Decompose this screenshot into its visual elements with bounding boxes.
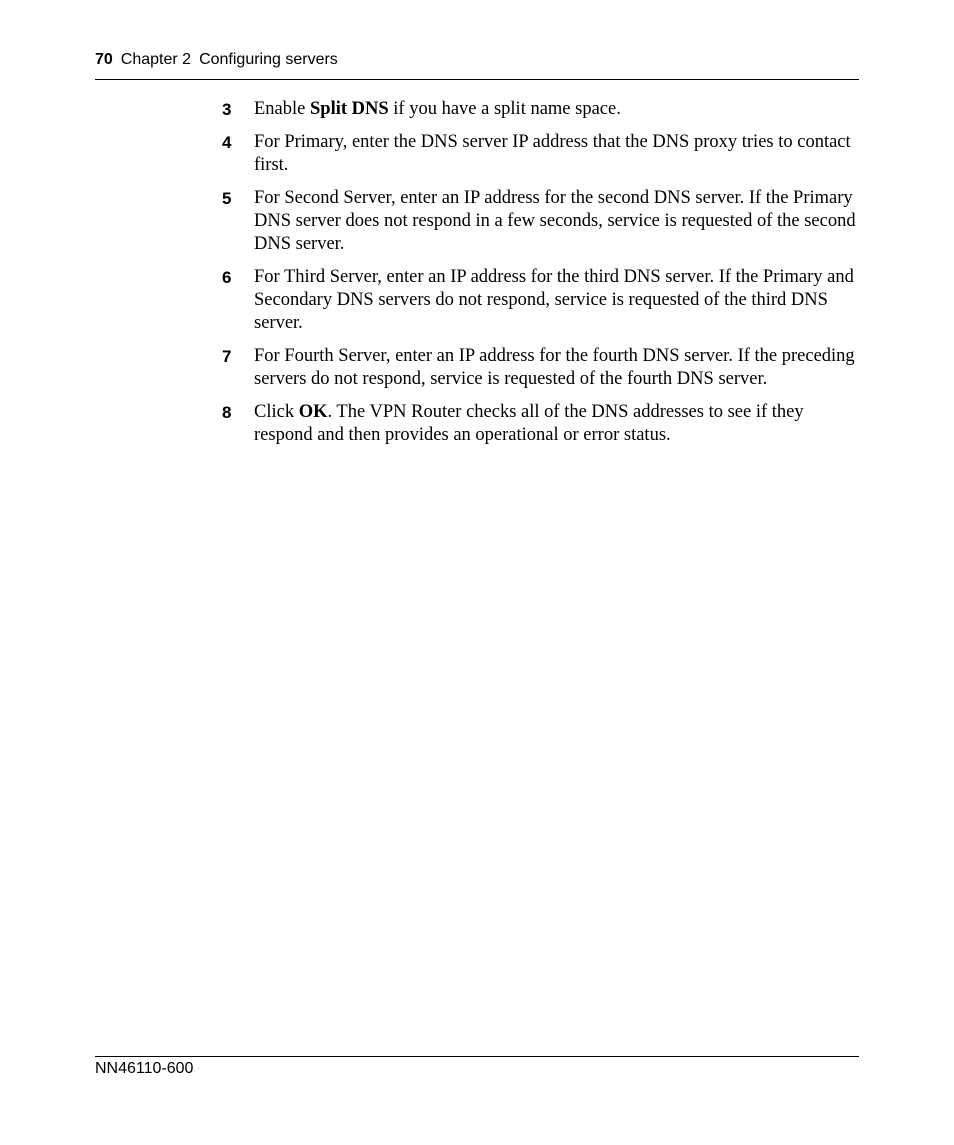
step-number: 3 <box>222 100 232 119</box>
step-number: 8 <box>222 403 232 422</box>
doc-number: NN46110-600 <box>95 1060 194 1077</box>
procedure-steps <box>222 98 862 457</box>
chapter-label: Chapter 2 <box>120 51 192 68</box>
step-number: 4 <box>222 133 232 152</box>
step-text: For Third Server, enter an IP address for the third DNS server. If the Primary and Secondary DNS servers do not respond, service is requested of the third DNS server. <box>254 267 854 333</box>
step-item <box>222 401 862 447</box>
step-number: 6 <box>222 268 232 287</box>
header-rule <box>95 79 859 80</box>
section-title: Configuring servers <box>199 51 338 68</box>
step-item <box>222 131 862 177</box>
step-item <box>222 187 862 256</box>
step-text: For Primary, enter the DNS server IP address that the DNS proxy tries to contact first. <box>254 132 851 175</box>
page-header <box>95 50 338 70</box>
footer-rule <box>95 1056 859 1057</box>
step-text: Click OK. The VPN Router checks all of the DNS addresses to see if they respond and then provides an operational or error status. <box>254 402 804 445</box>
step-number: 7 <box>222 347 232 366</box>
step-number: 5 <box>222 189 232 208</box>
page-number: 70 <box>95 51 113 68</box>
step-item <box>222 98 862 121</box>
step-text: For Fourth Server, enter an IP address for the fourth DNS server. If the preceding servers do not respond, service is requested of the fourth DNS server. <box>254 346 855 389</box>
ui-term: Split DNS <box>310 99 389 119</box>
step-item <box>222 266 862 335</box>
ui-term: OK <box>298 402 328 422</box>
step-item <box>222 345 862 391</box>
step-text: For Second Server, enter an IP address for the second DNS server. If the Primary DNS server does not respond in a few seconds, service is requested of the second DNS server. <box>254 188 856 254</box>
step-text: Enable Split DNS if you have a split name space. <box>254 99 621 119</box>
